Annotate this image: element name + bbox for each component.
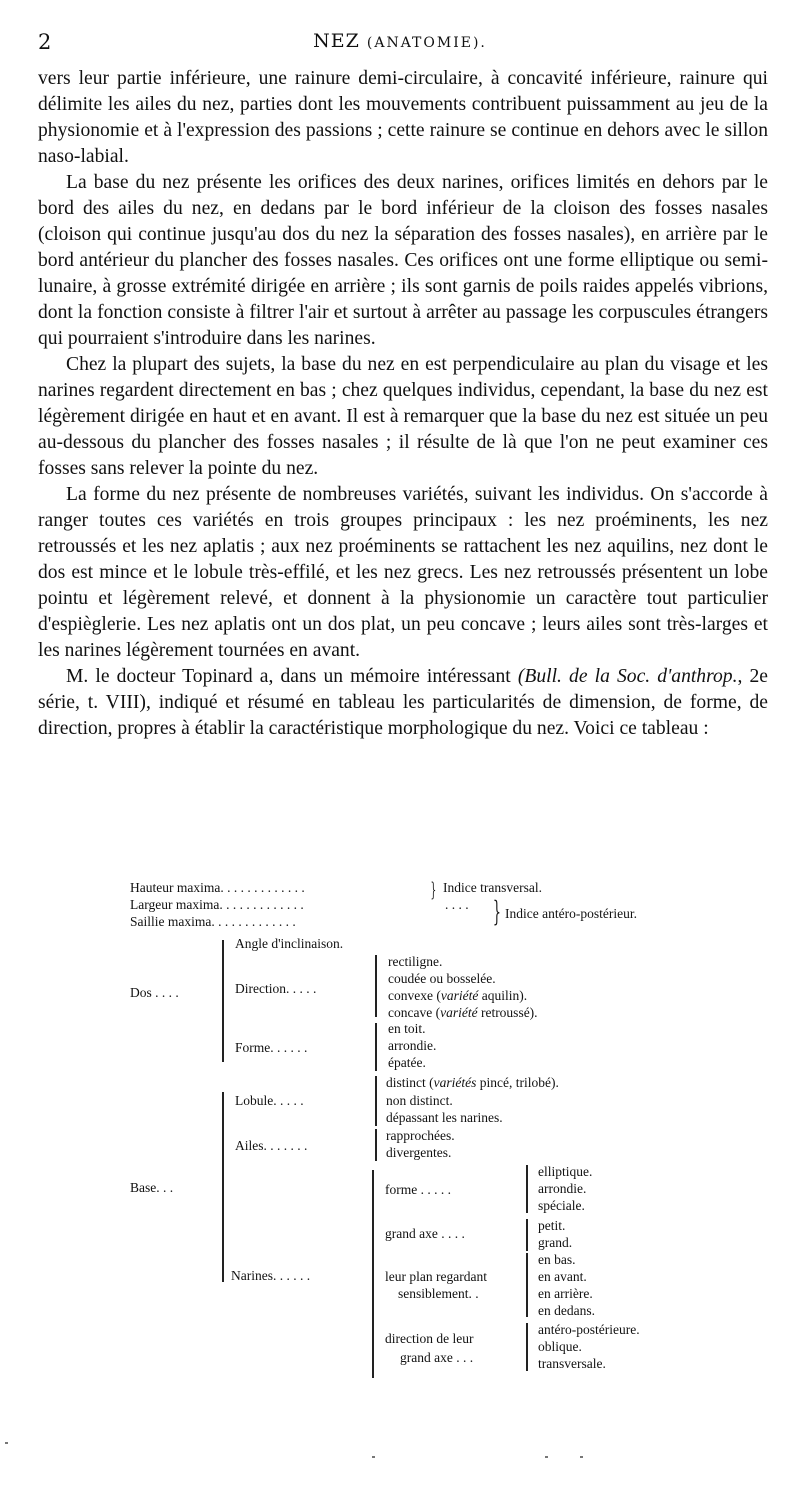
plan-line2: [398, 1286, 479, 1302]
scan-speck: [545, 1456, 548, 1458]
label-largeur: Largeur maxima: [130, 897, 220, 912]
page-number: 2: [38, 30, 52, 54]
axe-antero-posterieure: antéro-postérieure.: [538, 1322, 640, 1337]
plan-en-bas: en bas.: [538, 1252, 576, 1267]
row-saillie: [130, 914, 296, 930]
dots: . . . . . . .: [263, 1138, 308, 1153]
lobule-depassant: dépassant les narines.: [386, 1110, 503, 1125]
variety-retrousse: retroussé).: [480, 1005, 538, 1020]
dir-concave: concave (variété retroussé).: [388, 1005, 538, 1020]
row-narines-forme: [385, 1182, 451, 1198]
dir-rectiligne: rectiligne.: [388, 954, 443, 969]
dots: . . . .: [155, 985, 179, 1000]
dots: . . . . .: [285, 981, 317, 996]
forme-epatee: épatée.: [388, 1055, 426, 1070]
narines-speciale: spéciale.: [538, 1198, 585, 1213]
forme-arrondie: arrondie.: [388, 1038, 437, 1053]
brace-narines: [372, 1170, 374, 1378]
label-hauteur: Hauteur maxima: [130, 880, 221, 895]
brace-transversal: }: [430, 877, 437, 901]
paragraph-base-du-nez: La base du nez présente les orifices des deux narines, orifices limités en dehors par le bord des ailes du nez, en dedans par le bord inférieur de la cloison des fosses nasales (cloison qui continue jusqu'au dos du nez la séparation des fosses nasales), en arrière par le bord antérieur du plancher des fosses nasales. Ces orifices ont une forme elliptique ou semi-lunaire, à grosse extrémité dirigée en arrière ; ils sont garnis de poils raides appelés vibrions, dont la fonction consiste à filtrer l'air et surtout à arrêter au passage les corpuscules étrangers qui pourraient s'introduire dans les narines.: [38, 172, 768, 349]
variete: variété: [440, 988, 479, 1003]
dots: . . . . .: [273, 1093, 304, 1108]
row-dos: [130, 985, 179, 1001]
brace-narines-forme: [526, 1165, 528, 1213]
dots: . . . . . . . . . . . . .: [211, 914, 296, 929]
brace-direction-axe: [526, 1323, 528, 1371]
dots: . . . .: [441, 1226, 465, 1241]
narines-elliptique: elliptique.: [538, 1164, 593, 1179]
variety-aquilin: aquilin).: [481, 988, 528, 1003]
axe-transversale: transversale.: [538, 1356, 606, 1371]
row-largeur: [130, 897, 304, 913]
brace-antero: }: [492, 895, 501, 928]
scan-speck: [372, 1456, 375, 1458]
narines-arrondie: arrondie.: [538, 1181, 587, 1196]
dir-convexe: convexe (variété aquilin).: [388, 988, 528, 1003]
dots: . . . . . .: [270, 1040, 308, 1055]
brace-grand-axe: [526, 1219, 528, 1251]
dots: . . . . .: [420, 1182, 451, 1197]
angle-inclinaison: Angle d'inclinaison.: [235, 936, 344, 951]
label-lobule: Lobule: [235, 1093, 274, 1108]
paragraph-topinard-end: , indiqué et résumé en tableau les particularités de dimension, de forme, de direction, propres à établir la caractéristique morphologique du nez. Voici ce tableau :: [38, 692, 768, 739]
label-direction: Direction: [235, 981, 286, 996]
brace-ailes: [375, 1129, 377, 1161]
label-narines-forme: forme: [385, 1182, 418, 1197]
label-narines: Narines: [231, 1268, 273, 1283]
dir-coudee: coudée ou bosselée.: [388, 971, 496, 986]
indice-antero-posterieur: Indice antéro-postérieur.: [505, 906, 637, 921]
lobule-distinct: distinct (variétés pincé, trilobé).: [386, 1075, 559, 1090]
row-forme: [235, 1040, 307, 1056]
brace-forme: [375, 1023, 377, 1071]
direction-line1: direction de leur: [385, 1331, 474, 1346]
row-direction: [235, 981, 316, 997]
label-forme: Forme: [235, 1040, 271, 1055]
paragraph-continuation: vers leur partie inférieure, une rainure demi-circulaire, à concavité inférieure, rainure qui délimite les ailes du nez, parties dont les mouvements contribuent puissamment au jeu de la physionomie et à l'expression des passions ; cette rainure se continue en dehors avec le sillon naso-labial.: [38, 68, 768, 167]
varietes: variétés: [433, 1075, 477, 1090]
label-dos: Dos: [130, 985, 152, 1000]
grand-axe-petit: petit.: [538, 1218, 566, 1233]
plan-sensiblement: sensiblement.: [398, 1286, 472, 1301]
dots-largeur-2: . . . .: [445, 897, 469, 912]
word-concave: concave: [388, 1005, 433, 1020]
running-title-main: NEZ: [313, 30, 360, 52]
paragraph-topinard-start: M. le docteur Topinard a, dans un mémoire intéressant: [66, 666, 518, 687]
plan-en-arriere: en arrière.: [538, 1286, 593, 1301]
label-base: Base: [130, 1180, 157, 1195]
brace-dos: [222, 940, 224, 1062]
grand-axe-grand: grand.: [538, 1235, 573, 1250]
plan-en-avant: en avant.: [538, 1269, 587, 1284]
word-distinct: distinct: [386, 1075, 426, 1090]
ailes-divergentes: divergentes.: [386, 1145, 452, 1160]
scan-speck: [5, 1442, 8, 1444]
plan-en-dedans: en dedans.: [538, 1303, 595, 1318]
row-hauteur: [130, 880, 305, 896]
direction-line2: [400, 1350, 473, 1366]
dots: .: [475, 1286, 479, 1301]
plan-line1: leur plan regardant: [385, 1269, 487, 1284]
brace-plan: [526, 1253, 528, 1317]
paragraph-orientation: Chez la plupart des sujets, la base du nez en est perpendiculaire au plan du visage et les narines regardent directement en bas ; chez quelques individus, cependant, la base du nez est légèrement dirigée en haut et en avant. Il est à remarquer que la base du nez est située un peu au-dessous du plancher des fosses nasales ; il résulte de là que l'on ne peut examiner ces fosses sans relever la pointe du nez.: [38, 354, 768, 479]
dots: . . . . . .: [272, 1268, 311, 1283]
forme-en-toit: en toit.: [388, 1021, 426, 1036]
variete: variété: [440, 1005, 478, 1020]
row-narines-grand-axe: [385, 1226, 465, 1242]
word-convexe: convexe: [388, 988, 433, 1003]
citation-title: (Bull. de la Soc. d'anthrop.: [517, 666, 738, 687]
dots: . . .: [456, 1350, 474, 1365]
row-lobule: [235, 1093, 304, 1109]
label-saillie: Saillie maxima: [130, 914, 212, 929]
row-narines: [231, 1268, 310, 1284]
running-title-sub: (ANATOMIE).: [366, 35, 487, 51]
dots: . . .: [156, 1180, 174, 1195]
ailes-rapprochees: rapprochées.: [386, 1128, 455, 1143]
paragraph-forme: La forme du nez présente de nombreuses variétés, suivant les individus. On s'accorde à ranger toutes ces variétés en trois groupes principaux : les nez proéminents, les nez retroussés et les nez aplatis ; aux nez proéminents se rattachent les nez aquilins, nez dont le dos est mince et le lobule très-effilé, et les nez grecs. Les nez retroussés présentent un lobe pointu et légèrement relevé, et donnent à la physionomie un caractère tout particulier d'espièglerie. Les nez aplatis ont un dos plat, un peu concave ; leurs ailes sont très-larges et les narines légèrement tournées en avant.: [38, 484, 768, 661]
citation-detail: , 2e série, t. VIII): [38, 666, 769, 713]
lobule-non-distinct: non distinct.: [386, 1093, 453, 1108]
brace-direction: [375, 955, 377, 1017]
brace-base: [222, 1092, 224, 1282]
varieties-list: pincé, trilobé).: [479, 1075, 559, 1090]
direction-grand-axe: grand axe: [400, 1350, 453, 1365]
label-grand-axe: grand axe: [385, 1226, 438, 1241]
scan-speck: [580, 1456, 583, 1458]
row-base: [130, 1180, 173, 1196]
dots: . . . . . . . . . . . . .: [219, 897, 304, 912]
indice-transversal: Indice transversal.: [443, 880, 542, 895]
axe-oblique: oblique.: [538, 1339, 582, 1354]
brace-lobule: [375, 1076, 377, 1126]
label-ailes: Ailes: [235, 1138, 264, 1153]
row-ailes: [235, 1138, 307, 1154]
dots: . . . . . . . . . . . . .: [220, 880, 305, 895]
